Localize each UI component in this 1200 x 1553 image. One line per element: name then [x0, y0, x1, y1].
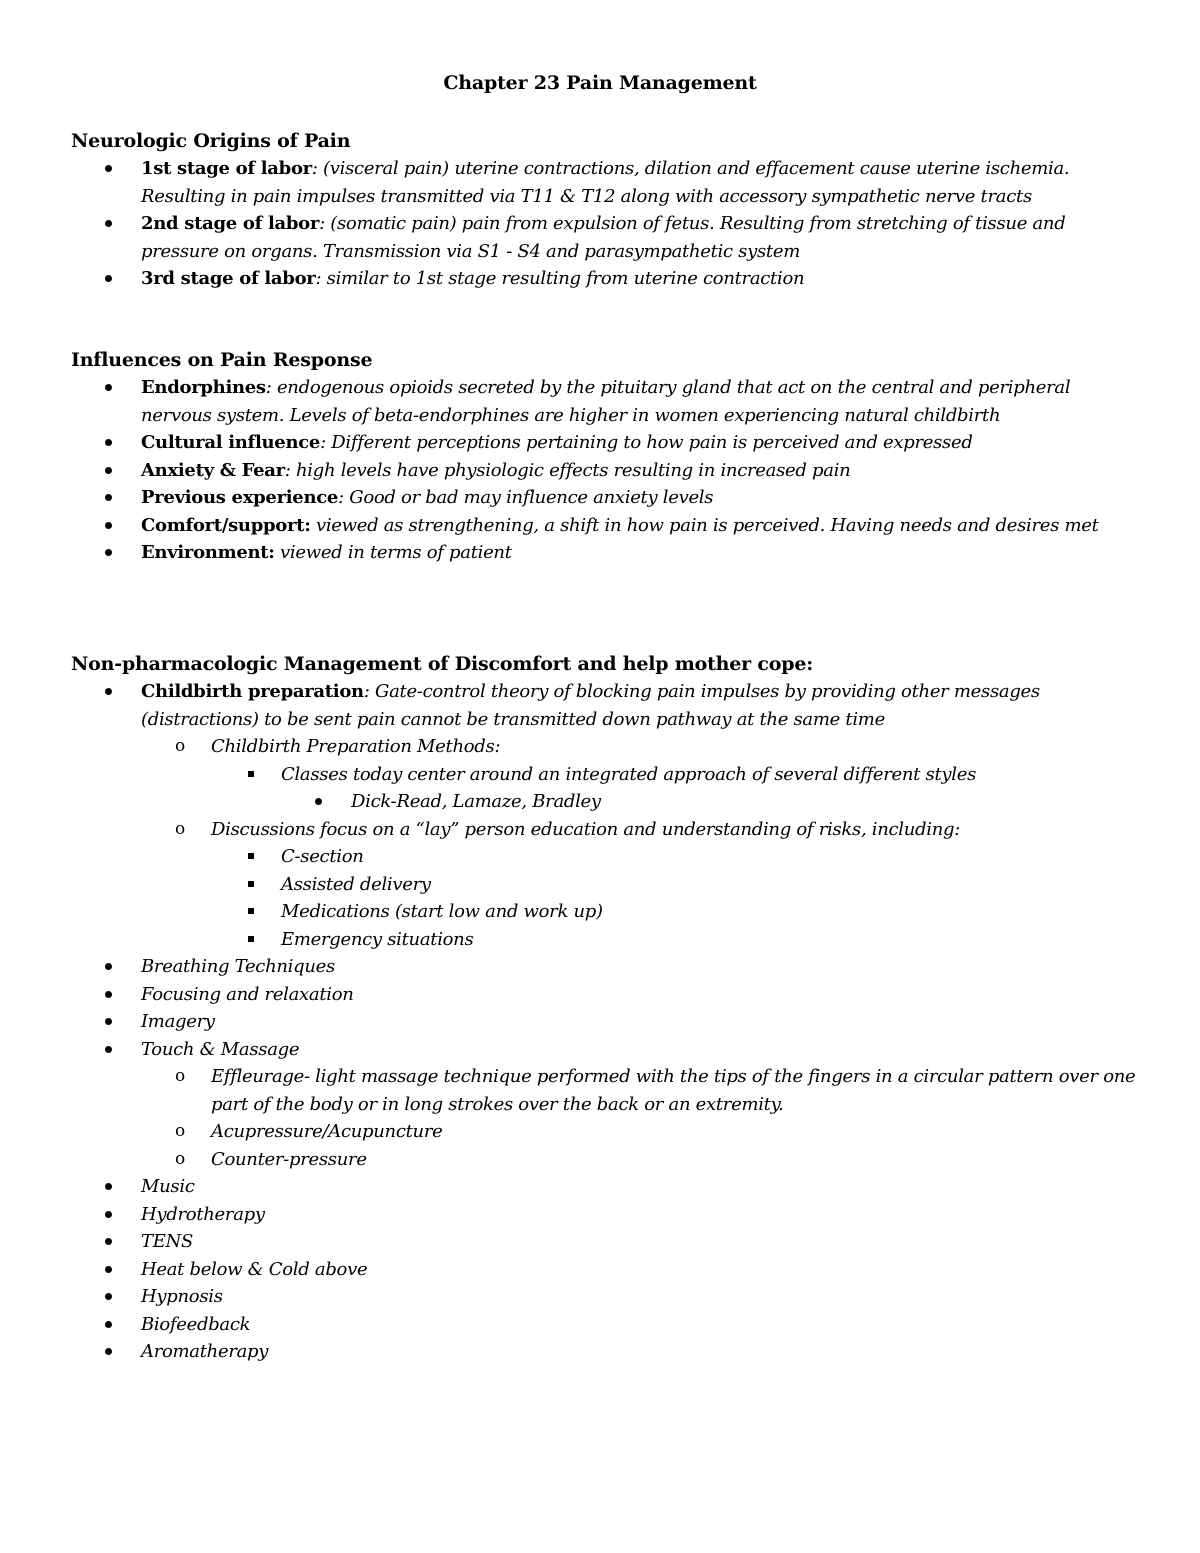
- list-item: [71, 155, 1141, 210]
- list-item: [211, 761, 1141, 816]
- item-text: Childbirth Preparation Methods:: [211, 736, 501, 757]
- item-text: TENS: [141, 1231, 194, 1252]
- list-item: [211, 926, 1141, 954]
- item-text: Heat below & Cold above: [141, 1258, 368, 1280]
- item-text: Imagery: [141, 1011, 215, 1032]
- item-description: endogenous opioids secreted by the pituitary gland that act on the central and peripheral nervous system. Levels of beta-endorphines are higher in women experiencing natural childbirth: [141, 377, 1071, 426]
- item-description: Good or bad may influence anxiety levels: [343, 487, 714, 508]
- item-description: (somatic pain) pain from expulsion of fetus. Resulting from stretching of tissue and pressure on organs. Transmission via S1 - S4 and parasympathetic system: [141, 213, 1066, 262]
- list-item: [71, 265, 1141, 293]
- list-item: [141, 816, 1141, 954]
- item-term: Endorphines: [141, 377, 266, 398]
- item-description: similar to 1st stage resulting from uterine contraction: [321, 268, 805, 289]
- item-term: Previous experience: [141, 487, 339, 508]
- list-item: [71, 484, 1141, 512]
- item-term: Comfort/support:: [141, 514, 311, 536]
- item-text: Hydrotherapy: [141, 1203, 265, 1225]
- list-item: [141, 1118, 1141, 1146]
- item-text: Biofeedback: [141, 1313, 251, 1335]
- item-text: Medications (start low and work up): [281, 901, 603, 922]
- item-term: 2nd stage of labor: [141, 213, 320, 234]
- item-text: Emergency situations: [281, 928, 474, 950]
- list-item: [71, 1036, 1141, 1174]
- item-description: viewed in terms of patient: [274, 542, 512, 563]
- item-text: Assisted delivery: [281, 873, 431, 895]
- list-item: [71, 1228, 1141, 1256]
- neurologic-list: [71, 155, 1141, 293]
- item-separator: :: [338, 487, 344, 508]
- page-title: Chapter 23 Pain Management: [443, 72, 757, 94]
- list-item: [71, 953, 1141, 981]
- section-non-pharmacologic: [71, 650, 1141, 1366]
- styles-sublist: [351, 788, 1141, 816]
- list-item: [71, 457, 1141, 485]
- item-separator: :: [311, 158, 318, 179]
- list-item: [141, 1146, 1141, 1174]
- item-description: Gate-control theory of blocking pain impulses by providing other messages (distractions) to be sent pain cannot be transmitted down pathway at the same time: [141, 681, 1040, 730]
- list-item: [71, 512, 1141, 540]
- risks-sublist: [281, 843, 1141, 953]
- list-item: [281, 788, 1141, 816]
- item-term: 3rd stage of labor: [141, 268, 316, 289]
- item-text: Hypnosis: [141, 1286, 223, 1307]
- nonpharm-list: [71, 678, 1141, 1366]
- influences-list: [71, 374, 1141, 567]
- item-separator: :: [284, 459, 291, 481]
- item-text: Classes today center around an integrated approach of several different styles: [281, 763, 977, 785]
- item-term: Environment:: [141, 542, 275, 563]
- section-heading: Neurologic Origins of Pain: [71, 130, 351, 152]
- item-description: Different perceptions pertaining to how pain is perceived and expressed: [325, 432, 973, 453]
- section-neurologic-origins: [71, 127, 1141, 293]
- list-item: [71, 210, 1141, 265]
- item-separator: :: [319, 213, 325, 234]
- item-separator: :: [265, 377, 272, 398]
- list-item: [211, 898, 1141, 926]
- item-text: Counter-pressure: [211, 1148, 367, 1170]
- list-item: [71, 1173, 1141, 1201]
- section-heading: Non-pharmacologic Management of Discomfort and help mother cope:: [71, 653, 814, 675]
- item-term: Anxiety & Fear: [141, 459, 285, 481]
- section-influences: [71, 346, 1141, 567]
- item-text: Effleurage- light massage technique performed with the tips of the fingers in a circular pattern over one part of the body or in long strokes over the back or an extremity.: [211, 1066, 1136, 1115]
- list-item: [71, 1201, 1141, 1229]
- item-text: C-section: [281, 846, 364, 867]
- list-item: [211, 871, 1141, 899]
- list-item: [71, 429, 1141, 457]
- item-description: (visceral pain) uterine contractions, dilation and effacement cause uterine ischemia. Resulting in pain impulses transmitted via T11 & T12 along with accessory sympathetic nerve tracts: [141, 158, 1070, 207]
- item-text: Discussions focus on a “lay” person education and understanding of risks, including:: [211, 818, 961, 840]
- item-separator: :: [320, 432, 326, 453]
- item-text: Touch & Massage: [141, 1038, 300, 1060]
- list-item: [141, 1063, 1141, 1118]
- methods-sublist: [281, 761, 1141, 816]
- item-text: Acupressure/Acupuncture: [211, 1121, 443, 1142]
- list-item: [71, 539, 1141, 567]
- item-term: 1st stage of labor: [141, 158, 312, 179]
- list-item: [71, 1338, 1141, 1366]
- list-item: [71, 374, 1141, 429]
- item-description: high levels have physiologic effects resulting in increased pain: [290, 459, 851, 481]
- item-separator: :: [363, 681, 370, 702]
- list-item: [71, 1256, 1141, 1284]
- list-item: [71, 1311, 1141, 1339]
- item-text: Dick-Read, Lamaze, Bradley: [351, 791, 601, 812]
- item-text: Focusing and relaxation: [141, 983, 354, 1005]
- prep-sublist: [211, 733, 1141, 953]
- item-text: Breathing Techniques: [141, 956, 335, 977]
- section-heading: Influences on Pain Response: [71, 349, 373, 371]
- list-item: [71, 678, 1141, 953]
- item-separator: :: [315, 268, 322, 289]
- list-item: [71, 1283, 1141, 1311]
- item-term: Childbirth preparation: [141, 681, 364, 702]
- item-text: Music: [141, 1176, 195, 1197]
- touch-sublist: [211, 1063, 1141, 1173]
- list-item: [141, 733, 1141, 816]
- item-text: Aromatherapy: [141, 1341, 269, 1362]
- list-item: [71, 1008, 1141, 1036]
- list-item: [211, 843, 1141, 871]
- item-description: viewed as strengthening, a shift in how pain is perceived. Having needs and desires met: [310, 514, 1099, 536]
- item-term: Cultural influence: [141, 432, 321, 453]
- list-item: [71, 981, 1141, 1009]
